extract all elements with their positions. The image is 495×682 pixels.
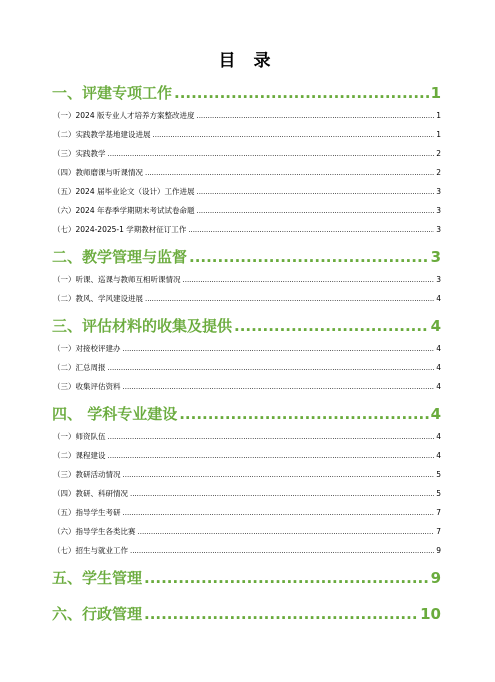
toc-dot-leader xyxy=(189,248,429,266)
toc-item-label: （三）收集评估资料 xyxy=(53,382,121,391)
toc-page-number: 4 xyxy=(436,432,441,441)
toc-item-label: （六）指导学生各类比赛 xyxy=(53,527,136,536)
toc-subsection-item[interactable] xyxy=(52,362,441,374)
toc-page-number: 3 xyxy=(430,248,441,266)
toc-page-number: 3 xyxy=(436,275,441,284)
toc-dot-leader xyxy=(108,364,435,372)
toc-section-heading[interactable] xyxy=(52,315,441,337)
toc-dot-leader xyxy=(123,471,435,479)
toc-subsection-item[interactable] xyxy=(52,431,441,443)
toc-dot-leader xyxy=(145,169,434,177)
toc-item-label: （二）教风、学风建设进展 xyxy=(53,294,143,303)
toc-dot-leader xyxy=(196,112,434,120)
toc-section-heading[interactable] xyxy=(52,82,441,104)
toc-subsection-item[interactable] xyxy=(52,167,441,179)
toc-page-number: 1 xyxy=(430,84,441,102)
toc-subsection-item[interactable] xyxy=(52,205,441,217)
toc-item-label: （七）2024-2025-1 学期教材征订工作 xyxy=(53,225,187,234)
toc-subsection-item[interactable] xyxy=(52,488,441,500)
toc-dot-leader xyxy=(145,295,434,303)
toc-subsection-item[interactable] xyxy=(52,507,441,519)
toc-dot-leader xyxy=(188,226,434,234)
toc-subsection-item[interactable] xyxy=(52,129,441,141)
toc-page-number: 5 xyxy=(436,489,441,498)
toc-page-number: 3 xyxy=(436,225,441,234)
toc-page-number: 4 xyxy=(430,317,441,335)
toc-item-label: （二）汇总周报 xyxy=(53,363,106,372)
toc-item-label: （一）2024 版专业人才培养方案整改进度 xyxy=(53,111,195,120)
toc-section-heading[interactable] xyxy=(52,603,441,625)
toc-section-label: 二、教学管理与监督 xyxy=(52,248,188,266)
toc-item-label: （七）招生与就业工作 xyxy=(53,546,128,555)
toc-section-label: 三、评估材料的收集及提供 xyxy=(52,317,233,335)
toc-subsection-item[interactable] xyxy=(52,274,441,286)
toc-subsection-item[interactable] xyxy=(52,526,441,538)
toc-item-label: （三）实践教学 xyxy=(53,149,106,158)
toc-page-number: 9 xyxy=(430,569,441,587)
toc-dot-leader xyxy=(183,276,435,284)
toc-section-label: 六、行政管理 xyxy=(52,605,143,623)
page-title: 目 录 xyxy=(218,51,277,71)
toc-item-label: （五）指导学生考研 xyxy=(53,508,121,517)
toc-dot-leader xyxy=(138,528,435,536)
toc-dot-leader xyxy=(179,405,428,423)
toc-section-label: 一、评建专项工作 xyxy=(52,84,173,102)
toc-item-label: （六）2024 年春季学期期末考试试卷命题 xyxy=(53,206,195,215)
toc-item-label: （一）听课、巡课与教师互相听课情况 xyxy=(53,275,181,284)
toc-subsection-item[interactable] xyxy=(52,469,441,481)
table-of-contents xyxy=(52,82,441,625)
toc-page-number: 5 xyxy=(436,470,441,479)
toc-page-number: 4 xyxy=(430,405,441,423)
toc-subsection-item[interactable] xyxy=(52,224,441,236)
toc-subsection-item[interactable] xyxy=(52,450,441,462)
toc-dot-leader xyxy=(123,345,435,353)
toc-item-label: （四）教研、科研情况 xyxy=(53,489,128,498)
toc-item-label: （一）对接校评建办 xyxy=(53,344,121,353)
toc-page-number: 10 xyxy=(420,605,441,623)
toc-subsection-item[interactable] xyxy=(52,343,441,355)
toc-dot-leader xyxy=(123,509,435,517)
toc-page-number: 3 xyxy=(436,187,441,196)
toc-subsection-item[interactable] xyxy=(52,293,441,305)
toc-dot-leader xyxy=(144,605,418,623)
toc-item-label: （一）师资队伍 xyxy=(53,432,106,441)
toc-page-number: 1 xyxy=(436,130,441,139)
toc-page-number: 3 xyxy=(436,206,441,215)
toc-item-label: （二）课程建设 xyxy=(53,451,106,460)
toc-subsection-item[interactable] xyxy=(52,148,441,160)
toc-dot-leader xyxy=(108,452,435,460)
toc-page-number: 9 xyxy=(436,546,441,555)
toc-dot-leader xyxy=(130,547,434,555)
toc-dot-leader xyxy=(153,131,435,139)
toc-subsection-item[interactable] xyxy=(52,545,441,557)
toc-page-number: 2 xyxy=(436,149,441,158)
toc-item-label: （二）实践教学基地建设进展 xyxy=(53,130,151,139)
toc-dot-leader xyxy=(196,188,434,196)
toc-page-number: 7 xyxy=(436,527,441,536)
toc-dot-leader xyxy=(130,490,434,498)
toc-page-number: 4 xyxy=(436,382,441,391)
toc-item-label: （三）教研活动情况 xyxy=(53,470,121,479)
toc-section-label: 四、 学科专业建设 xyxy=(52,405,178,423)
toc-section-heading[interactable] xyxy=(52,567,441,589)
toc-page-number: 2 xyxy=(436,168,441,177)
toc-dot-leader xyxy=(144,569,429,587)
toc-dot-leader xyxy=(108,150,435,158)
toc-page-number: 4 xyxy=(436,451,441,460)
toc-section-label: 五、学生管理 xyxy=(52,569,143,587)
toc-dot-leader xyxy=(123,383,435,391)
toc-subsection-item[interactable] xyxy=(52,186,441,198)
toc-page-number: 4 xyxy=(436,344,441,353)
toc-item-label: （四）教师磨课与听课情况 xyxy=(53,168,143,177)
toc-dot-leader xyxy=(234,317,429,335)
toc-subsection-item[interactable] xyxy=(52,381,441,393)
toc-page-number: 1 xyxy=(436,111,441,120)
toc-dot-leader xyxy=(108,433,435,441)
toc-section-heading[interactable] xyxy=(52,246,441,268)
toc-dot-leader xyxy=(196,207,434,215)
toc-page-number: 4 xyxy=(436,294,441,303)
toc-subsection-item[interactable] xyxy=(52,110,441,122)
toc-item-label: （五）2024 届毕业论文（设计）工作进展 xyxy=(53,187,195,196)
toc-page-number: 7 xyxy=(436,508,441,517)
toc-dot-leader xyxy=(174,84,429,102)
toc-section-heading[interactable] xyxy=(52,403,441,425)
toc-page-number: 4 xyxy=(436,363,441,372)
